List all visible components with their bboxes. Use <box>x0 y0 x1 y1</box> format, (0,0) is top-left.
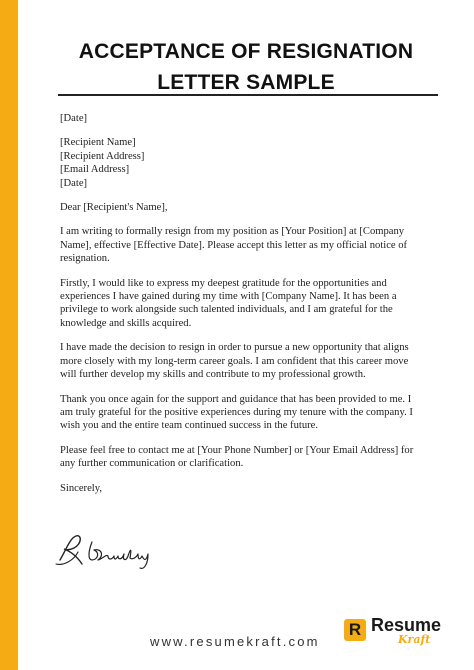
recipient-name: [Recipient Name] <box>60 137 136 149</box>
salutation-line: Dear [Recipient's Name], <box>60 202 168 214</box>
letter-date <box>60 112 450 125</box>
logo-subtext: Kraft <box>398 633 431 646</box>
paragraph-line: knowledge and skills acquired. <box>60 317 192 329</box>
paragraph-4 <box>60 393 450 433</box>
paragraph-1 <box>60 225 450 265</box>
paragraph-line: Please feel free to contact me at [Your Phone Number] or [Your Email Address] for <box>60 444 414 456</box>
letter-body <box>60 112 450 506</box>
paragraph-line: Firstly, I would like to express my deepest gratitude for the opportunities and <box>60 277 387 289</box>
paragraph-line: will further develop my skills and contribute to my professional growth. <box>60 369 366 381</box>
title-divider <box>58 94 438 96</box>
footer-url[interactable]: www.resumekraft.com <box>150 634 320 649</box>
closing <box>60 482 450 495</box>
paragraph-line: am truly grateful for the positive experiences during my tenure with the company. I <box>60 406 413 418</box>
page-title-line-2: LETTER SAMPLE <box>157 71 335 94</box>
paragraph-line: resignation. <box>60 253 110 265</box>
recipient-date: [Date] <box>60 177 88 189</box>
paragraph-5 <box>60 444 450 471</box>
paragraph-line: Name], effective [Effective Date]. Please accept this letter as my official notice of <box>60 239 408 251</box>
date-line: [Date] <box>60 113 88 124</box>
page-title <box>18 36 474 98</box>
paragraph-line: more closely with my long-term career goals. I am confident that this career move <box>60 355 409 367</box>
recipient-block <box>60 136 450 190</box>
paragraph-line: I have made the decision to resign in order to pursue a new opportunity that aligns <box>60 342 409 354</box>
recipient-email: [Email Address] <box>60 164 130 176</box>
logo-mark-letter: R <box>348 620 362 639</box>
page-title-line-1: ACCEPTANCE OF RESIGNATION <box>78 40 414 63</box>
paragraph-line: Thank you once again for the support and guidance that has been provided to me. I <box>60 393 412 405</box>
paragraph-2 <box>60 277 450 331</box>
paragraph-line: experiences I have gained during my time with [Company Name]. It has been a <box>60 291 397 303</box>
paragraph-line: wish you and the entire team continued success in the future. <box>60 420 319 432</box>
handwritten-signature <box>52 530 162 570</box>
paragraph-line: I am writing to formally resign from my position as [Your Position] at [Company <box>60 226 405 238</box>
logo-text: Resume <box>371 615 442 635</box>
salutation <box>60 201 450 214</box>
closing-line: Sincerely, <box>60 482 102 494</box>
paragraph-3 <box>60 341 450 381</box>
paragraph-line: any further communication or clarification. <box>60 458 244 470</box>
paragraph-line: privilege to work alongside such talented individuals, and I am grateful for the <box>60 304 393 316</box>
resumekraft-logo <box>344 614 454 650</box>
recipient-address: [Recipient Address] <box>60 150 145 162</box>
accent-side-bar <box>0 0 18 670</box>
